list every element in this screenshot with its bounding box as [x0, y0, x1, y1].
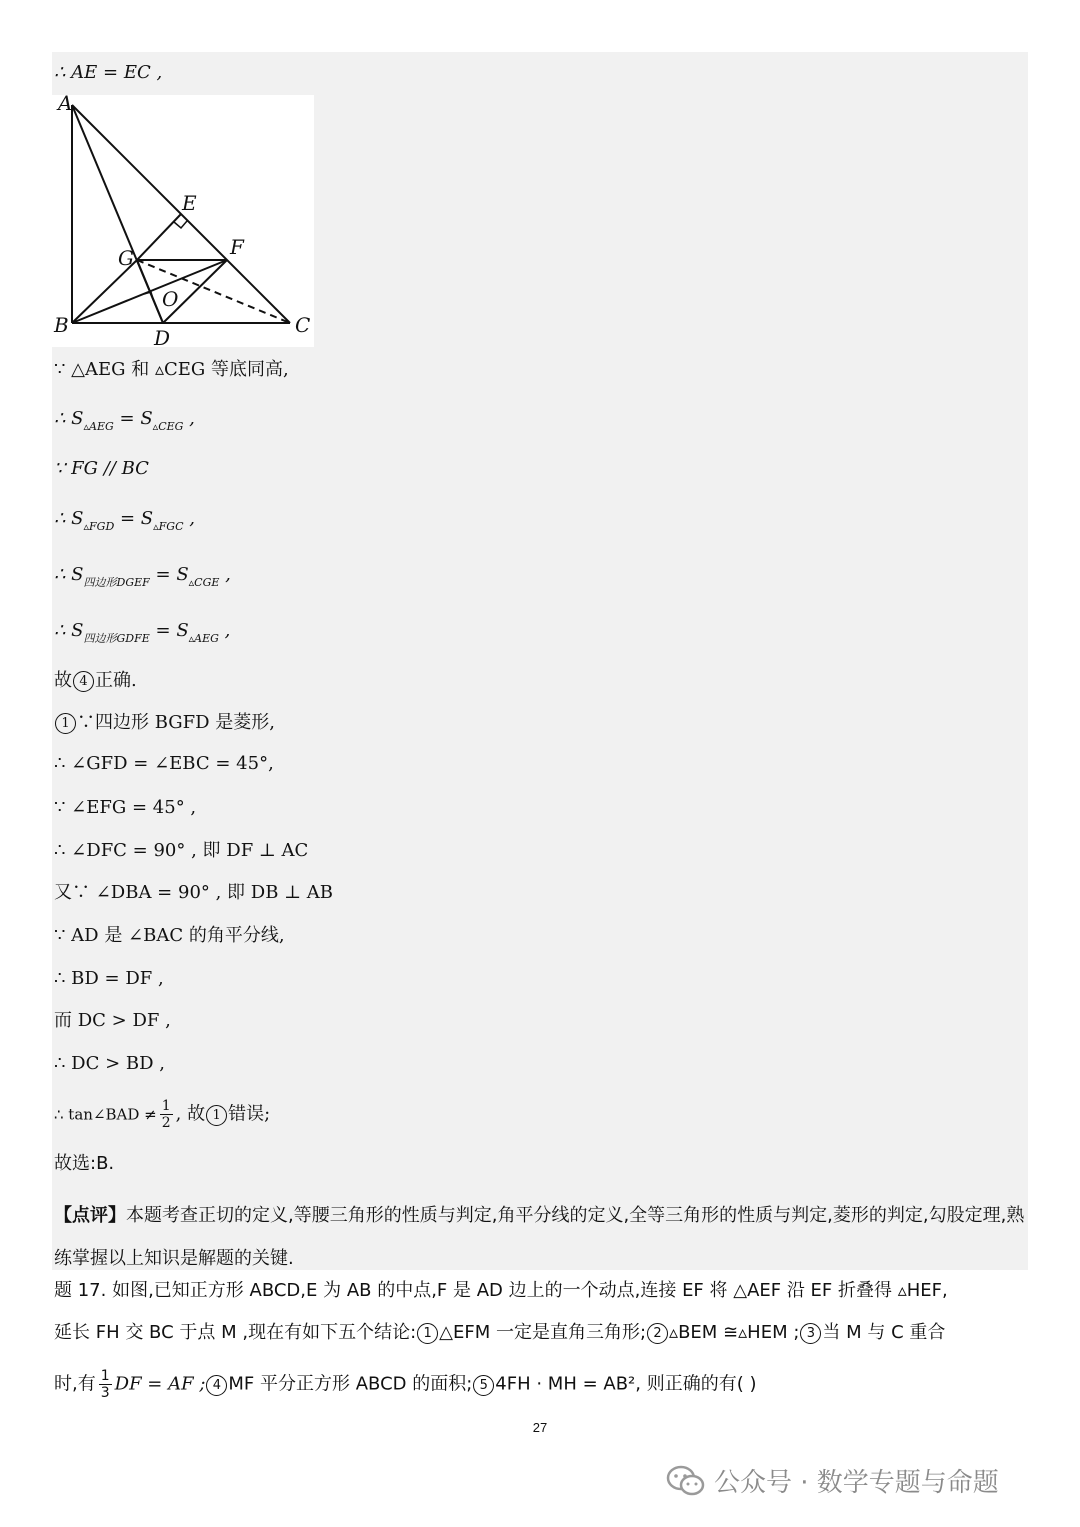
circled-number-5-q: 5: [473, 1375, 494, 1396]
right-angle-e: [174, 221, 187, 228]
circled-number-1-b: 1: [206, 1105, 227, 1126]
label-d: D: [154, 326, 171, 350]
segment-ge: [137, 214, 181, 260]
line-area-aeg-ceg: ∴ $S_{▵AEG} = S_{▵CEG}$ ,: [54, 408, 195, 433]
line-answer-choice: 故选:B.: [54, 1153, 115, 1174]
line-angle-dfc: ∴ ∠DFC = 90° , 即 DF ⊥ AC: [54, 840, 309, 861]
line-rhombus: 1 ∵四边形 BGFD 是菱形,: [54, 711, 275, 735]
line-angle-dba: 又∵ ∠DBA = 90° , 即 DB ⊥ AB: [54, 882, 334, 903]
line-area-dgef-cge: ∴ $S_{四边形DGEF} = S_{▵CGE}$ ,: [54, 564, 231, 589]
figure-svg: [52, 91, 314, 350]
comment-text: 本题考查正切的定义,等腰三角形的性质与判定,角平分线的定义,全等三角形的性质与判定,菱形的判定,勾股定理,熟练掌握以上知识是解题的关键.: [54, 1205, 1025, 1269]
label-o: O: [162, 287, 179, 311]
watermark: [666, 1462, 999, 1499]
line-dc-gt-bd: ∴ DC > BD ,: [54, 1053, 166, 1074]
label-g: G: [118, 246, 134, 270]
line-ae-ec: ∴ AE = EC ,: [54, 62, 163, 83]
watermark-text: 公众号 · 数学专题与命题: [714, 1468, 999, 1498]
question-17-line-3: 时,有 $\frac{1}{3}$ DF = AF ; 4 MF 平分正方形 ABCD 的面积; 5 4FH · MH = AB², 则正确的有( ): [54, 1368, 757, 1401]
fraction-one-half: $\frac{1}{2}$: [161, 1098, 171, 1131]
fraction-one-third: $\frac{1}{3}$: [100, 1368, 110, 1401]
comment-block: [54, 1194, 1030, 1280]
line-bd-df: ∴ BD = DF ,: [54, 968, 164, 989]
line-angle-gfd: ∴ ∠GFD = ∠EBC = 45°,: [54, 753, 274, 774]
label-c: C: [295, 313, 311, 337]
circled-number-4-q: 4: [206, 1375, 227, 1396]
question-17-line-2: 延长 FH 交 BC 于点 M ,现在有如下五个结论: 1 △EFM 一定是直角三角形; 2 ▵BEM ≅▵HEM ; 3 当 M 与 C 重合: [54, 1322, 946, 1343]
circled-number-2-q: 2: [647, 1323, 668, 1344]
line-area-fgd-fgc: ∴ $S_{▵FGD} = S_{▵FGC}$ ,: [54, 508, 195, 533]
label-b: B: [54, 313, 69, 337]
line-tan-bad: ∴ tan∠BAD ≠ $\frac{1}{2}$ , 故 1 错误;: [54, 1098, 271, 1131]
line-dc-gt-df: 而 DC > DF ,: [54, 1010, 171, 1031]
label-f: F: [230, 235, 244, 259]
line-angle-efg: ∵ ∠EFG = 45° ,: [54, 797, 197, 818]
circled-number-3-q: 3: [800, 1323, 821, 1344]
label-e: E: [182, 191, 197, 215]
wechat-icon: [666, 1465, 706, 1497]
line-conclusion-4-correct: 故 4 正确.: [54, 670, 137, 691]
line-angle-bisector: ∵ AD 是 ∠BAC 的角平分线,: [54, 925, 285, 946]
question-17-line-1: 题 17. 如图,已知正方形 ABCD,E 为 AB 的中点,F 是 AD 边上的一个动点,连接 EF 将 △AEF 沿 EF 折叠得 ▵HEF,: [54, 1280, 948, 1301]
circled-number-1-q: 1: [417, 1323, 438, 1344]
circled-number-4: 4: [73, 671, 94, 692]
line-area-gdfe-aeg: ∴ $S_{四边形GDFE} = S_{▵AEG}$ ,: [54, 620, 231, 645]
circled-number-1: 1: [55, 713, 76, 734]
line-equal-base-height: ∵ △AEG 和 ▵CEG 等底同高,: [54, 359, 289, 380]
line-fg-parallel-bc: ∵ FG // BC: [54, 458, 149, 479]
geometry-figure: [52, 91, 314, 350]
comment-tag: 【点评】: [54, 1205, 126, 1226]
label-a: A: [58, 91, 73, 115]
page-number: 27: [532, 1420, 548, 1435]
